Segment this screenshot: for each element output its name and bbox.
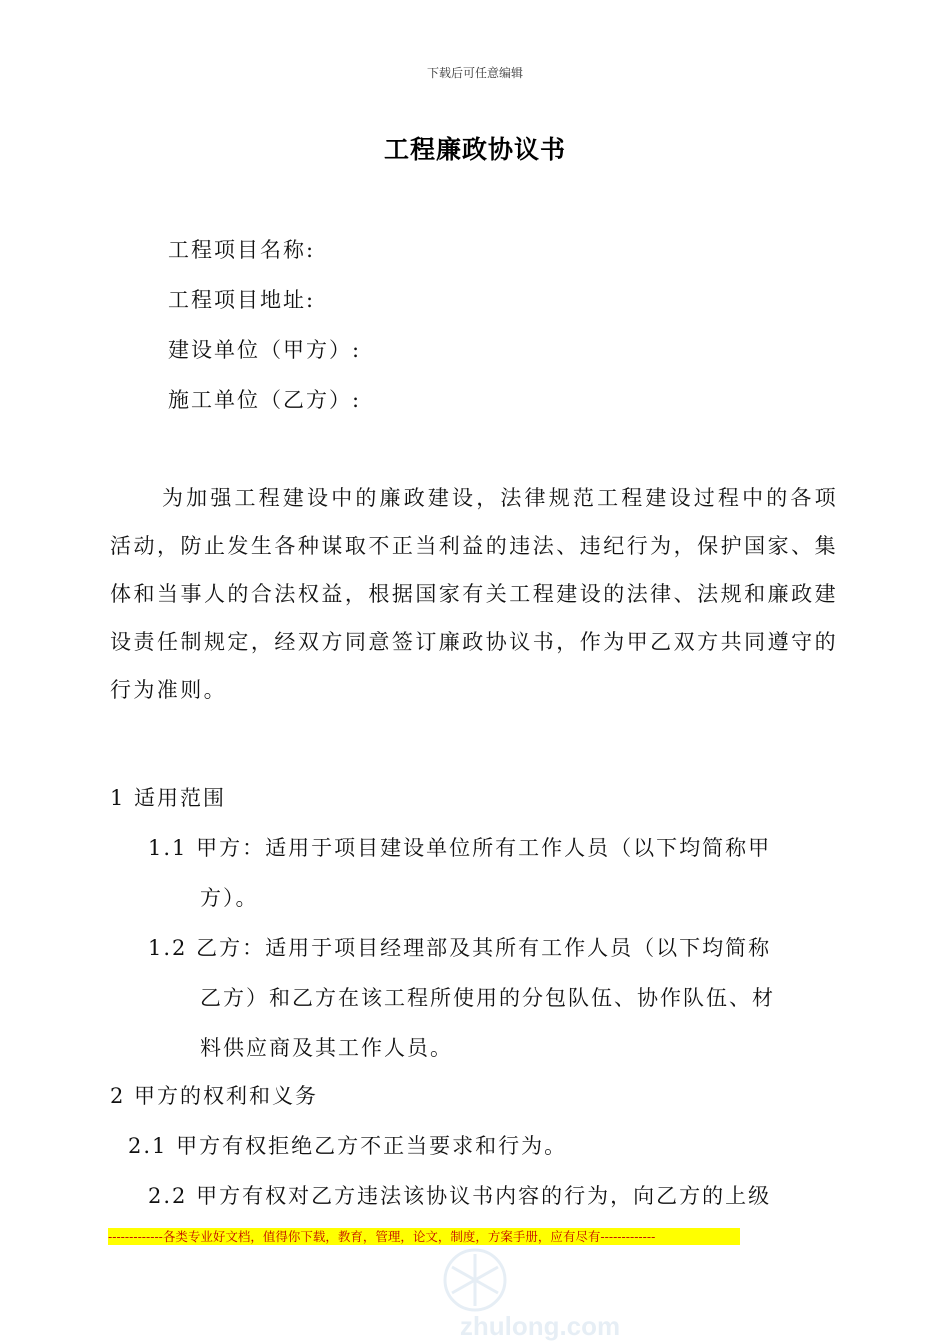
field-project-name: 工程项目名称: xyxy=(168,238,316,262)
section1-item-1-1-cont: 方）。 xyxy=(200,886,259,910)
field-party-a: 建设单位（甲方）: xyxy=(168,338,362,362)
watermark-logo xyxy=(300,1240,780,1344)
section2-item-2-2: 2.2 甲方有权对乙方违法该协议书内容的行为，向乙方的上级 xyxy=(148,1184,772,1208)
section1-heading: 1 适用范围 xyxy=(110,786,227,810)
section2-heading: 2 甲方的权利和义务 xyxy=(110,1084,319,1108)
intro-paragraph: 为加强工程建设中的廉政建设，法律规范工程建设过程中的各项活动，防止发生各种谋取不正当利益的违法、违纪行为，保护国家、集体和当事人的合法权益，根据国家有关工程建设的法律、法规和廉政建设责任制规定，经双方同意签订廉政协议书，作为甲乙双方共同遵守的行为准则。 xyxy=(110,486,838,702)
field-party-b: 施工单位（乙方）: xyxy=(168,388,362,412)
section1-item-1-2-cont2: 料供应商及其工作人员。 xyxy=(200,1036,453,1060)
section1-item-1-1: 1.1 甲方：适用于项目建设单位所有工作人员（以下均简称甲 xyxy=(148,836,772,860)
document-title: 工程廉政协议书 xyxy=(383,135,566,164)
watermark-text: zhulong.com xyxy=(459,1311,621,1341)
section1-item-1-2: 1.2 乙方：适用于项目经理部及其所有工作人员（以下均简称 xyxy=(148,936,772,960)
section1-item-1-2-cont: 乙方）和乙方在该工程所使用的分包队伍、协作队伍、材 xyxy=(200,986,775,1010)
section2-item-2-1: 2.1 甲方有权拒绝乙方不正当要求和行为。 xyxy=(128,1134,568,1158)
page-header-note: 下载后可任意编辑 xyxy=(426,66,523,80)
field-project-address: 工程项目地址: xyxy=(168,288,316,312)
footer-banner: -------------各类专业好文档，值得你下载，教育，管理，论文，制度，方案手册，应有尽有------------- xyxy=(108,1228,740,1245)
